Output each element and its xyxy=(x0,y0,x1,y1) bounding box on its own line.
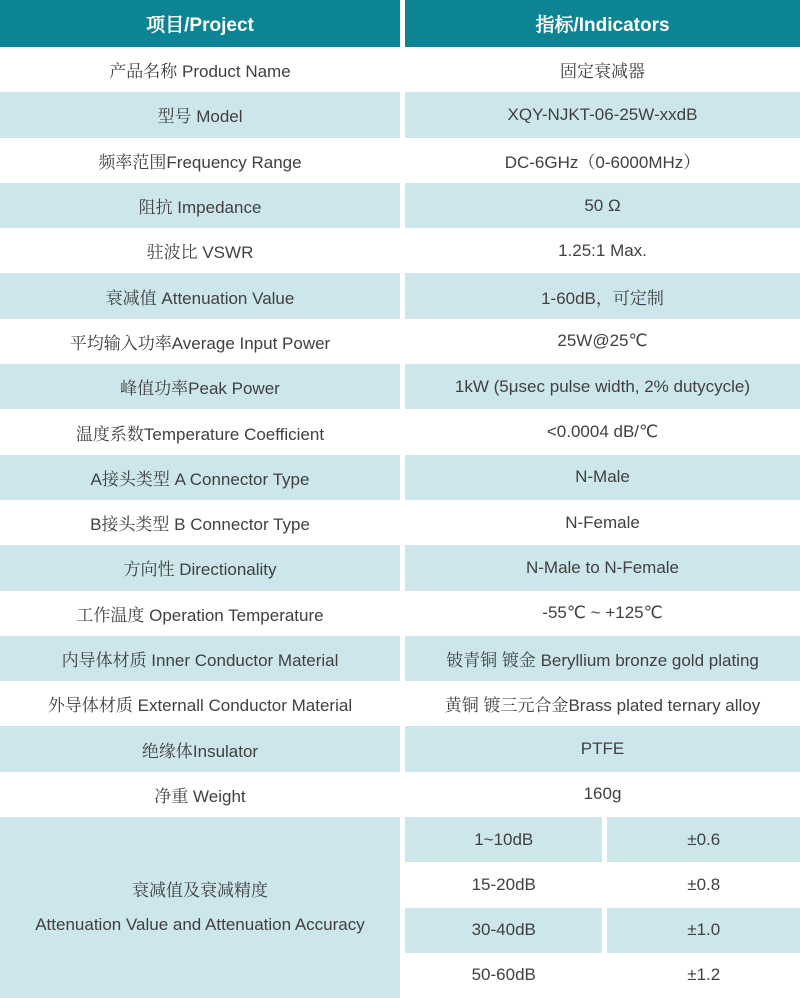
row-label: 阻抗 Impedance xyxy=(138,198,262,218)
row-value: N-Male to N-Female xyxy=(400,545,800,590)
table-row xyxy=(0,183,800,228)
table-row xyxy=(0,228,800,273)
row-label: 产品名称 Product Name xyxy=(109,62,291,82)
row-label: 平均输入功率Average Input Power xyxy=(69,333,331,353)
subrow-range: 15-20dB xyxy=(471,874,536,894)
attenuation-accuracy-section xyxy=(0,817,800,998)
row-label: 工作温度 Operation Temperature xyxy=(76,605,324,625)
row-label: 方向性 Directionality xyxy=(123,560,277,580)
table-row xyxy=(0,319,800,364)
table-row xyxy=(0,500,800,545)
table-row xyxy=(0,92,800,137)
row-value: DC-6GHz（0-6000MHz） xyxy=(400,138,800,183)
attenuation-label-cn: 衰减值及衰减精度 xyxy=(132,880,268,900)
subrow-accuracy: ±1.2 xyxy=(602,953,800,998)
row-value: 25W@25℃ xyxy=(400,319,800,364)
table-row xyxy=(0,545,800,590)
attenuation-subrow xyxy=(405,817,800,862)
subrow-range: 50-60dB xyxy=(471,965,536,985)
row-label: 净重 Weight xyxy=(154,786,246,806)
row-value: 铍青铜 镀金 Beryllium bronze gold plating xyxy=(400,636,800,681)
table-body xyxy=(0,47,800,817)
row-value: 黄铜 镀三元合金Brass plated ternary alloy xyxy=(400,681,800,726)
attenuation-subrow xyxy=(405,862,800,907)
row-value: 160g xyxy=(400,772,800,817)
attenuation-subrow xyxy=(405,908,800,953)
row-value: -55℃ ~ +125℃ xyxy=(400,591,800,636)
header-indicators: 指标/Indicators xyxy=(400,0,800,47)
row-label: 内导体材质 Inner Conductor Material xyxy=(61,651,339,670)
table-row xyxy=(0,273,800,318)
subrow-accuracy: ±0.6 xyxy=(602,817,800,862)
subrow-range: 30-40dB xyxy=(471,920,536,940)
row-value: <0.0004 dB/℃ xyxy=(400,409,800,454)
subrow-accuracy: ±0.8 xyxy=(602,862,800,907)
row-value: 固定衰减器 xyxy=(400,47,800,92)
row-label: 温度系数Temperature Coefficient xyxy=(75,424,325,444)
table-row xyxy=(0,591,800,636)
row-label: 峰值功率Peak Power xyxy=(120,379,280,399)
table-row xyxy=(0,138,800,183)
table-row xyxy=(0,681,800,726)
row-label: 绝缘体Insulator xyxy=(141,741,259,761)
table-row xyxy=(0,364,800,409)
attenuation-subtable xyxy=(400,817,800,998)
table-row xyxy=(0,772,800,817)
table-row xyxy=(0,409,800,454)
attenuation-label-cell xyxy=(0,817,400,998)
row-label: 型号 Model xyxy=(157,107,243,127)
subrow-range: 1~10dB xyxy=(474,829,534,849)
table-header xyxy=(0,0,800,47)
row-value: N-Male xyxy=(400,455,800,500)
attenuation-subrow xyxy=(405,953,800,998)
attenuation-label-en: Attenuation Value and Attenuation Accuracy xyxy=(35,914,365,934)
row-label: 外导体材质 Externall Conductor Material xyxy=(47,696,353,716)
header-project: 项目/Project xyxy=(146,15,254,36)
row-value: 1.25:1 Max. xyxy=(400,228,800,273)
row-value: XQY-NJKT-06-25W-xxdB xyxy=(400,92,800,137)
row-value: 1-60dB，可定制 xyxy=(400,273,800,318)
row-label: 衰减值 Attenuation Value xyxy=(105,288,295,308)
row-label: 驻波比 VSWR xyxy=(146,243,254,263)
row-value: N-Female xyxy=(400,500,800,545)
table-row xyxy=(0,726,800,771)
row-label: B接头类型 B Connector Type xyxy=(90,515,310,535)
subrow-accuracy: ±1.0 xyxy=(602,908,800,953)
row-value: 1kW (5μsec pulse width, 2% dutycycle) xyxy=(400,364,800,409)
row-label: 频率范围Frequency Range xyxy=(98,152,302,172)
row-value: PTFE xyxy=(400,726,800,771)
table-row xyxy=(0,636,800,681)
row-label: A接头类型 A Connector Type xyxy=(90,469,310,489)
table-row xyxy=(0,47,800,92)
row-value: 50 Ω xyxy=(400,183,800,228)
table-row xyxy=(0,455,800,500)
